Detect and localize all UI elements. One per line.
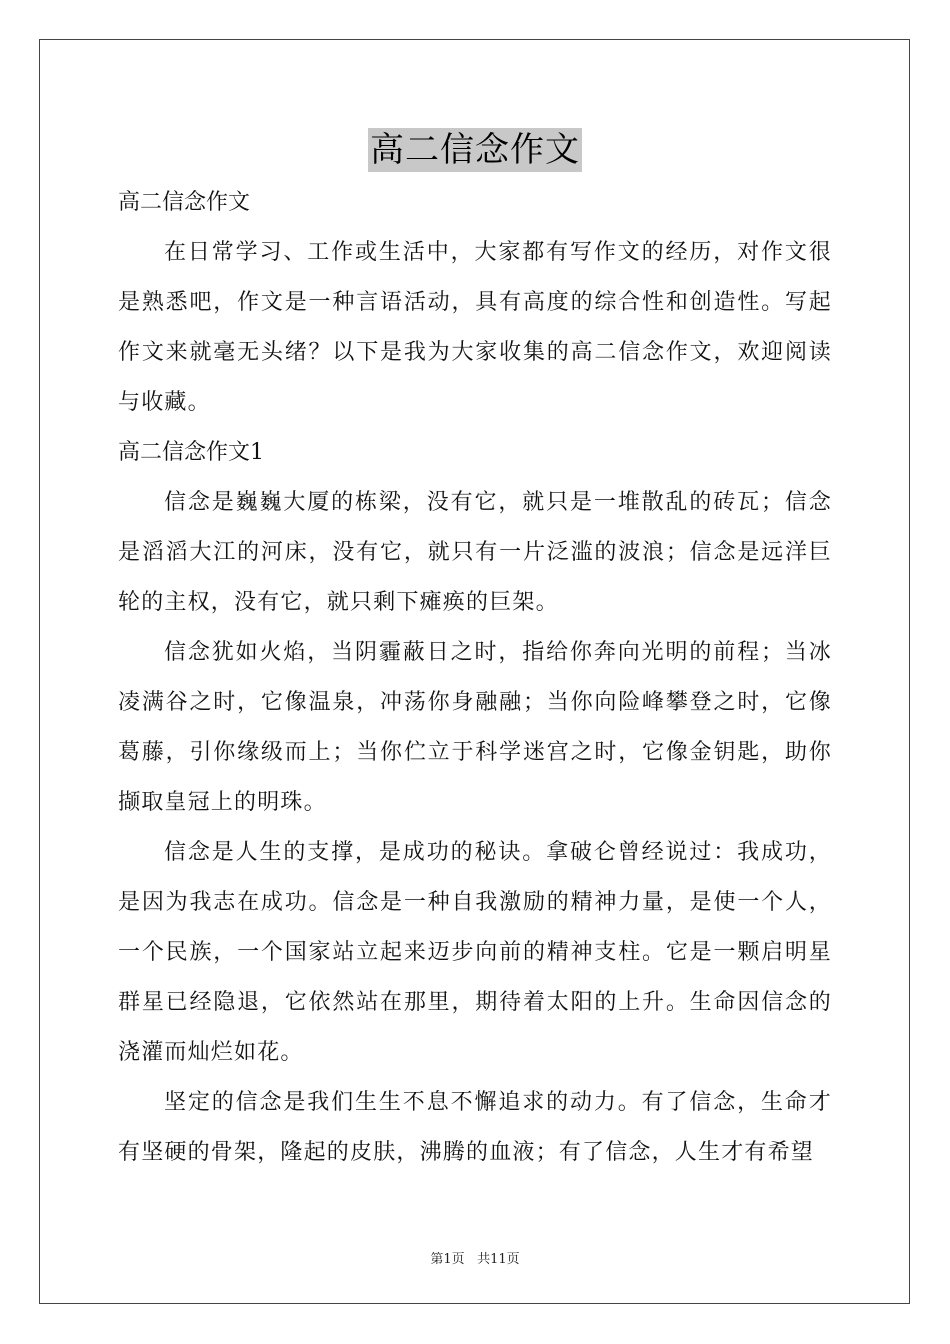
- section-heading: 高二信念作文1: [118, 440, 264, 465]
- body-paragraph-3: 信念是人生的支撑，是成功的秘诀。拿破仑曾经说过：我成功，是因为我志在成功。信念是一种自我激励的精神力量，是使一个人，一个民族，一个国家站立起来迈步向前的精神支柱。它是一颗启明星群星已经隐退，它依然站在那里，期待着太阳的上升。生命因信念的浇灌而灿烂如花。: [118, 840, 832, 1065]
- body-paragraph-1: 信念是巍巍大厦的栋梁，没有它，就只是一堆散乱的砖瓦；信念是滔滔大江的河床，没有它，就只有一片泛滥的波浪；信念是远洋巨轮的主权，没有它，就只剩下瘫痪的巨架。: [118, 490, 832, 615]
- title-container: [0, 128, 950, 172]
- page-number: 第1页: [430, 1252, 465, 1267]
- document-title: 高二信念作文: [370, 130, 580, 170]
- body-paragraph-4: 坚定的信念是我们生生不息不懈追求的动力。有了信念，生命才有坚硬的骨架，隆起的皮肤，沸腾的血液；有了信念，人生才有希望: [118, 1090, 832, 1165]
- intro-paragraph: 在日常学习、工作或生活中，大家都有写作文的经历，对作文很是熟悉吧，作文是一种言语活动，具有高度的综合性和创造性。写起作文来就毫无头绪？以下是我为大家收集的高二信念作文，欢迎阅读与收藏。: [118, 240, 832, 415]
- document-subtitle: 高二信念作文: [118, 190, 251, 215]
- page-total: 共11页: [477, 1252, 520, 1267]
- document-body: [118, 178, 832, 1178]
- body-paragraph-2: 信念犹如火焰，当阴霾蔽日之时，指给你奔向光明的前程；当冰凌满谷之时，它像温泉，冲荡你身融融；当你向险峰攀登之时，它像葛藤，引你缘级而上；当你伫立于科学迷宫之时，它像金钥匙，助你撷取皇冠上的明珠。: [118, 640, 832, 815]
- page-footer: [0, 1248, 950, 1267]
